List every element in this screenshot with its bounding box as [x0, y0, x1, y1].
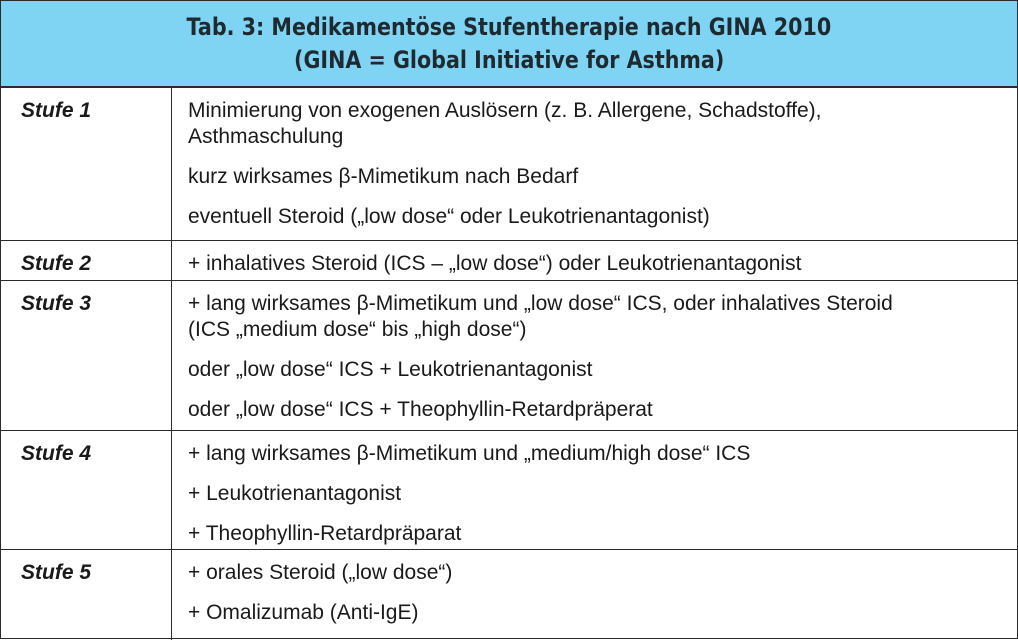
table-row: [1, 431, 1017, 550]
therapy-cell: [188, 98, 997, 230]
table-row: [1, 88, 1017, 241]
therapy-text: eventuell Steroid („low dose“ oder Leukotrienantagonist): [188, 205, 710, 228]
therapy-text: Asthmaschulung: [188, 125, 344, 148]
column-divider: [171, 281, 172, 430]
therapy-text: + lang wirksames β-Mimetikum und „medium/high dose“ ICS: [188, 442, 751, 465]
table-title-line-2: (GINA = Global Initiative for Asthma): [293, 45, 725, 74]
therapy-text: + lang wirksames β-Mimetikum und „low dose“ ICS, oder inhalatives Steroid: [188, 292, 893, 315]
therapy-text: oder „low dose“ ICS + Leukotrienantagonist: [188, 358, 593, 381]
table-row: [1, 550, 1017, 640]
column-divider: [171, 550, 172, 640]
table-title-line-1: Tab. 3: Medikamentöse Stufentherapie nach GINA 2010: [186, 12, 832, 41]
table-row: [1, 241, 1017, 281]
therapy-cell: [188, 560, 997, 626]
column-divider: [171, 431, 172, 549]
stage-label: Stufe 1: [21, 99, 92, 122]
stage-label: Stufe 2: [21, 252, 92, 275]
column-divider: [171, 241, 172, 280]
table-row: [1, 281, 1017, 431]
therapy-text: (ICS „medium dose“ bis „high dose“): [188, 318, 527, 341]
table-title: [1, 1, 1017, 88]
stage-label: Stufe 4: [21, 442, 92, 465]
therapy-cell: [188, 291, 997, 423]
stage-label: Stufe 3: [21, 292, 92, 315]
column-divider: [171, 88, 172, 240]
therapy-text: + orales Steroid („low dose“): [188, 561, 453, 584]
therapy-text: oder „low dose“ ICS + Theophyllin-Retardpräperat: [188, 398, 653, 421]
therapy-text: + inhalatives Steroid (ICS – „low dose“) oder Leukotrienantagonist: [188, 252, 802, 275]
therapy-text: + Omalizumab (Anti-IgE): [188, 601, 419, 624]
stage-label: Stufe 5: [21, 561, 92, 584]
therapy-text: + Leukotrienantagonist: [188, 482, 402, 505]
therapy-cell: [188, 251, 997, 277]
therapy-cell: [188, 441, 997, 547]
therapy-text: + Theophyllin-Retardpräparat: [188, 522, 462, 545]
therapy-text: kurz wirksames β-Mimetikum nach Bedarf: [188, 165, 579, 188]
therapy-text: Minimierung von exogenen Auslösern (z. B. Allergene, Schadstoffe),: [188, 99, 822, 122]
